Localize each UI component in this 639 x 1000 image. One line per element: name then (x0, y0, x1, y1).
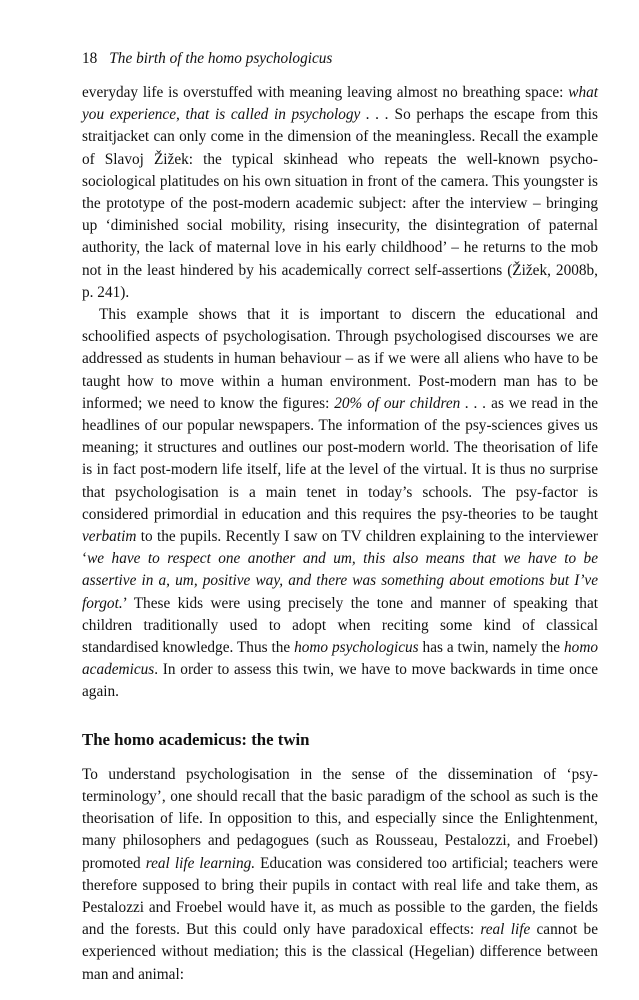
text-run: Education was considered too artificial; teachers were therefore supposed to bring their pupils in contact with real life and take them, as Pestalozzi and Froebel would have it, as much as possible to the garden, the fields and the forests. But this could only have paradoxical effects: (82, 854, 599, 939)
paragraph-1 (82, 82, 598, 304)
text-run: cannot be experienced without mediation; this is the classical (Hegelian) difference between man and animal: (82, 921, 598, 983)
text-run: has a twin, namely the (418, 639, 565, 657)
text-run: So perhaps the escape from this straitjacket can only come in the dimension of the meaningless. Recall the example of Slavoj Žižek: the typical skinhead who repeats the well-known psycho-sociological platitudes on his own situation in front of the camera. This youngster is the prototype of the post-modern academic subject: after the interview – bringing up ‘diminished social mobility, rising insecurity, the disintegration of paternal authority, the lack of maternal love in his early childhood’ – he returns to the mob not in the least hindered by his academically correct self-assertions (Žižek, 2008b, p. 241). (82, 106, 598, 301)
text-run: to the pupils. Recently I saw on TV children explaining to the interviewer ‘ (82, 528, 598, 568)
text-run: ’ These kids were using precisely the tone and manner of speaking that children traditionally used to adopt when reciting some kind of classical standardised knowledge. Thus the (82, 594, 598, 657)
running-head (82, 48, 598, 70)
text-run: everyday life is overstuffed with meaning leaving almost no breathing space: (82, 84, 569, 101)
italic-run: real life (480, 921, 531, 939)
page-body (82, 82, 598, 986)
text-run: This example shows that it is important to discern the educational and schoolified aspects of psychologisation. Through psychologised discourses we are addressed as students in human behaviour – as if we were all aliens who have to be taught how to move within a human environment. Post-modern man has to be informed; we need to know the figures: (82, 306, 598, 412)
italic-run: homo psychologicus (294, 639, 419, 657)
page-number: 18 (82, 50, 98, 67)
section-heading: The homo academicus: the twin (82, 729, 310, 749)
running-title: The birth of the homo psychologicus (109, 50, 333, 67)
paragraph-3 (82, 764, 598, 986)
paragraph-2 (82, 304, 598, 704)
italic-run: we have to respect one another and um, this also means that we have to be assertive in a, um, positive way, and there was something about emotions but I’ve forgot. (82, 550, 598, 612)
text-run: as we read in the headlines of our popular newspapers. The information of the psy-sciences gives us meaning; it structures and outlines our post-modern world. The theorisation of life is in fact post-modern life itself, life at the level of the virtual. It is thus no surprise that psychologisation is a main tenet in today’s schools. The psy-factor is considered primordial in education and this requires the psy-theories to be taught (82, 394, 599, 523)
text-run: . In order to assess this twin, we have to move backwards in time once again. (82, 661, 598, 701)
italic-run: verbatim (82, 528, 137, 546)
text-run: To understand psychologisation in the sense of the dissemination of ‘psy-terminology’, one should recall that the basic paradigm of the school as such is the theorisation of life. In opposition to this, and especially since the Enlightenment, many philosophers and pedagogues (such as Rousseau, Pestalozzi, and Froebel) promoted (82, 765, 598, 872)
italic-run: what you experience, that is called in psychology . . . (82, 84, 598, 124)
italic-run: 20% of our children . . . (334, 394, 487, 412)
italic-run: real life learning. (145, 854, 256, 872)
italic-run: homo academicus (82, 639, 599, 679)
